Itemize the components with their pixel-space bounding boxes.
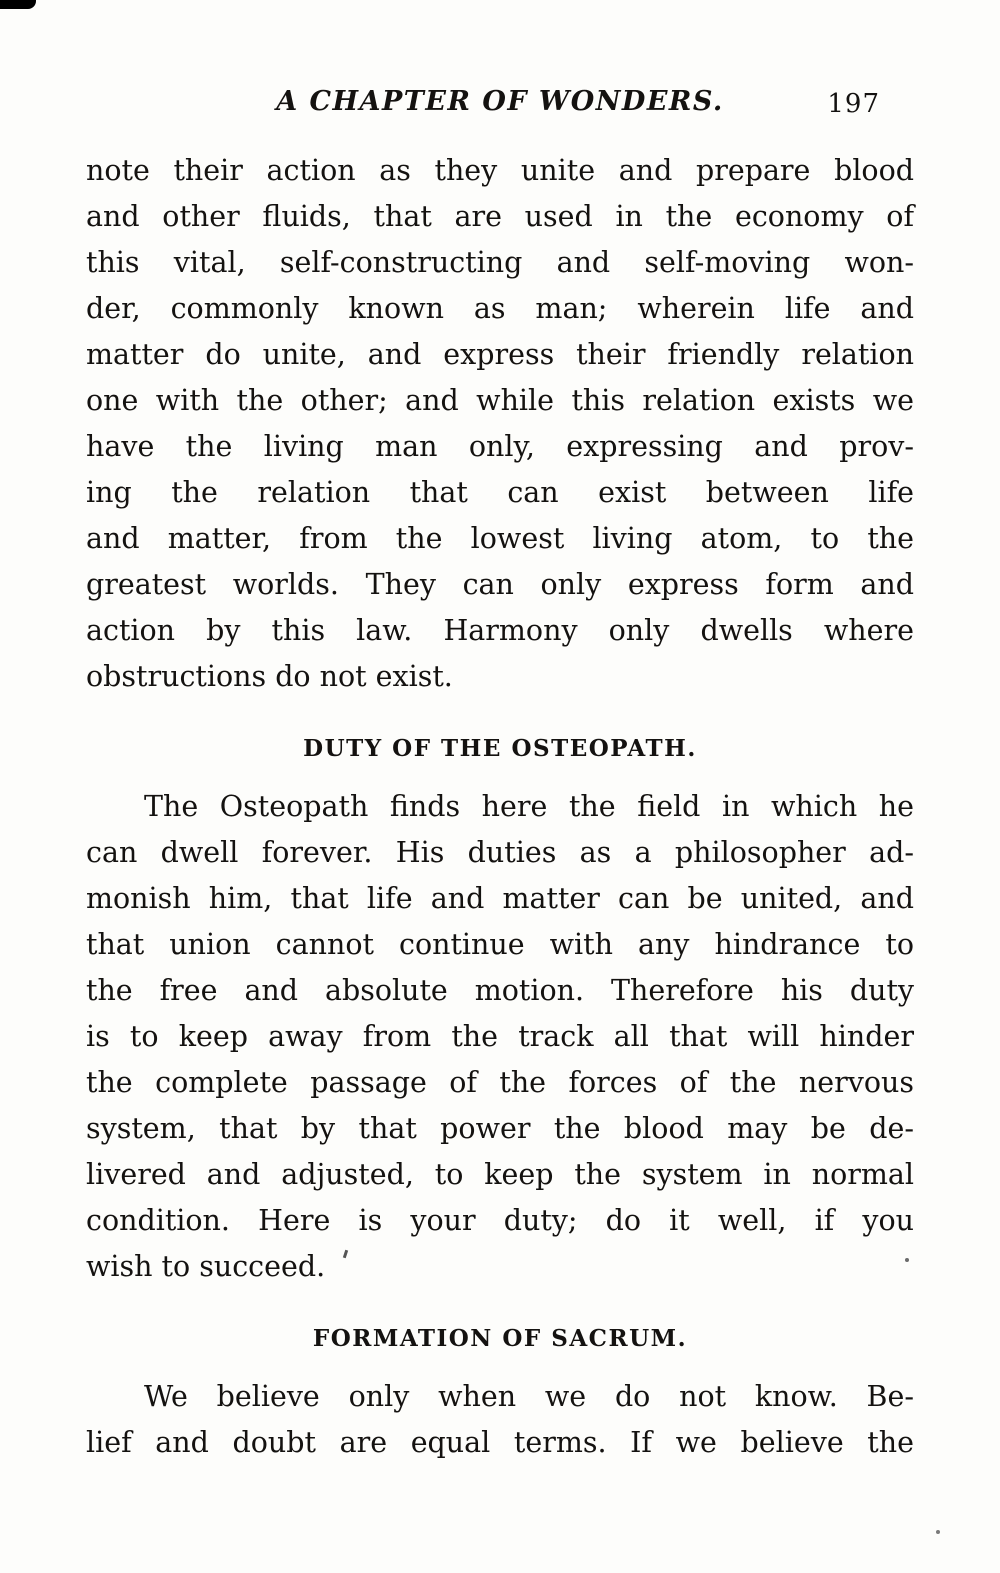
text-line: condition. Here is your duty; do it well, if you <box>86 1204 914 1237</box>
text-line: this vital, self-constructing and self-moving won- <box>86 246 914 279</box>
text-line: action by this law. Harmony only dwells where <box>86 614 914 647</box>
text-line: the free and absolute motion. Therefore his duty <box>86 974 914 1007</box>
text-line: greatest worlds. They can only express form and <box>86 568 914 601</box>
text-line: monish him, that life and matter can be united, and <box>86 882 914 915</box>
text-line: the complete passage of the forces of the nervous <box>86 1066 914 1099</box>
text-line: have the living man only, expressing and prov- <box>86 430 914 463</box>
text-line: note their action as they unite and prepare blood <box>86 154 914 187</box>
text-line: is to keep away from the track all that will hinder <box>86 1020 914 1053</box>
page-content <box>0 86 1000 1466</box>
body-paragraph-2 <box>86 784 914 1290</box>
body-text <box>86 148 914 1466</box>
body-paragraph-1 <box>86 148 914 700</box>
text-line: system, that by that power the blood may be de- <box>86 1112 914 1145</box>
text-line: wish to succeed. <box>86 1250 326 1283</box>
text-line: that union cannot continue with any hindrance to <box>86 928 914 961</box>
scan-artifact <box>936 1530 940 1534</box>
text-line: ing the relation that can exist between life <box>86 476 914 509</box>
section-heading-duty-of-the-osteopath: DUTY OF THE OSTEOPATH. <box>303 735 697 762</box>
running-head <box>86 86 914 122</box>
text-line: matter do unite, and express their friendly relation <box>86 338 914 371</box>
text-line: livered and adjusted, to keep the system in normal <box>86 1158 914 1191</box>
section-heading-formation-of-sacrum: FORMATION OF SACRUM. <box>312 1325 688 1352</box>
chapter-title: A CHAPTER OF WONDERS. <box>276 86 724 117</box>
page-number: 197 <box>827 89 880 119</box>
text-line: one with the other; and while this relation exists we <box>86 384 914 417</box>
text-line: The Osteopath finds here the field in which he <box>144 790 914 823</box>
text-line: and other fluids, that are used in the economy of <box>86 200 914 233</box>
text-line: lief and doubt are equal terms. If we believe the <box>86 1426 914 1459</box>
text-line: We believe only when we do not know. Be- <box>144 1380 914 1413</box>
text-line: and matter, from the lowest living atom, to the <box>86 522 914 555</box>
text-line: can dwell forever. His duties as a philosopher ad- <box>86 836 914 869</box>
scan-artifact <box>0 0 36 9</box>
text-line: der, commonly known as man; wherein life and <box>86 292 914 325</box>
body-paragraph-3 <box>86 1374 914 1466</box>
text-line: obstructions do not exist. <box>86 660 453 693</box>
